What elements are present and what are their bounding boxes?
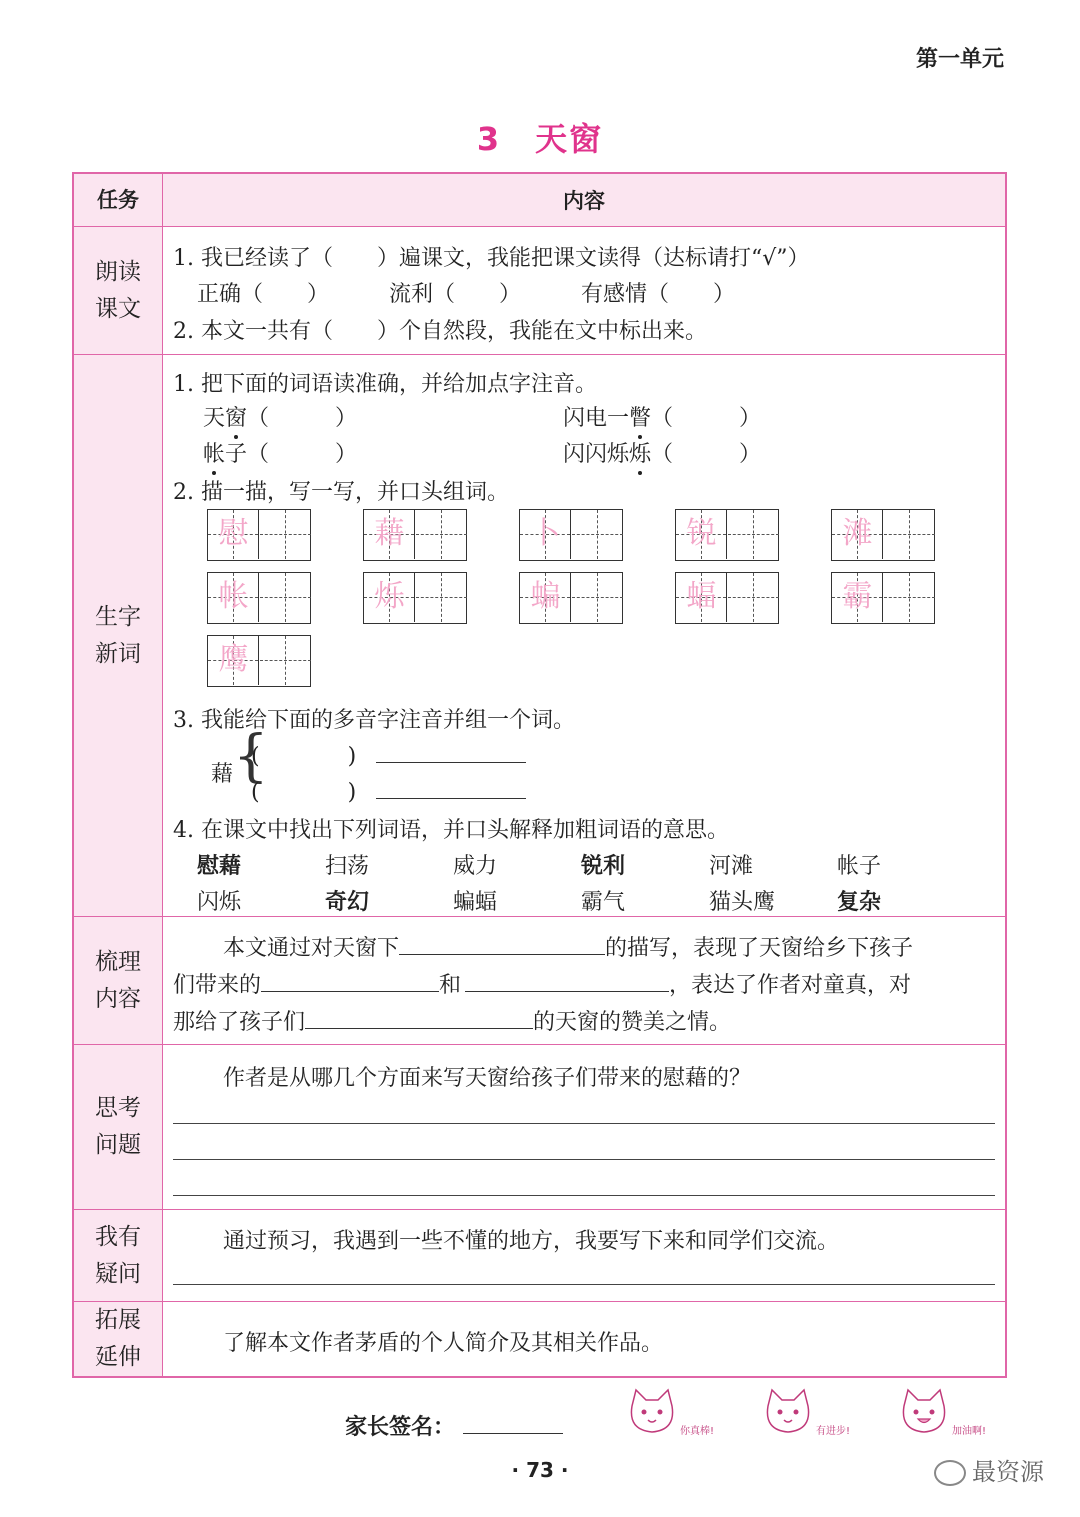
reading-feeling: 有感情（ ） bbox=[581, 282, 736, 307]
sticker-label-2: 有进步! bbox=[816, 1426, 851, 1437]
content-think bbox=[163, 1045, 1007, 1210]
cat-sticker-3 bbox=[894, 1384, 1004, 1444]
trace-char: 霸 bbox=[842, 579, 873, 614]
content-reading bbox=[163, 227, 1007, 355]
reading-fluent: 流利（ ） bbox=[389, 282, 522, 307]
summary-line-3: 那给了孩子们 的天窗的赞美之情。 bbox=[173, 1005, 731, 1036]
vocab-word: 帐子 bbox=[837, 854, 882, 879]
vocab-word: 锐利 bbox=[581, 854, 626, 879]
row-doubt bbox=[73, 1210, 1006, 1302]
poly-slot-1: ( ) bbox=[251, 739, 526, 770]
word-shandian: 闪电一瞥（ ） bbox=[563, 406, 762, 431]
vocab-word: 河滩 bbox=[709, 854, 754, 879]
think-question: 作者是从哪几个方面来写天窗给孩子们带来的慰藉的？ bbox=[223, 1066, 752, 1091]
task-extend: 拓展延伸 bbox=[73, 1302, 163, 1378]
table-header bbox=[73, 173, 1006, 227]
tracing-grid[interactable] bbox=[675, 572, 779, 624]
reading-line-3: 2. 本文一共有（ ）个自然段，我能在文中标出来。 bbox=[173, 319, 707, 344]
sticker-label-3: 加油啊! bbox=[952, 1426, 987, 1437]
trace-char: 帐 bbox=[218, 579, 249, 614]
content-summary bbox=[163, 917, 1007, 1045]
vocab-word: 闪烁 bbox=[197, 890, 242, 915]
trace-char: 锐 bbox=[686, 516, 717, 551]
task-doubt: 我有疑问 bbox=[73, 1210, 163, 1302]
cat-icon bbox=[894, 1384, 954, 1440]
trace-char: 鹰 bbox=[218, 642, 249, 677]
answer-line[interactable] bbox=[173, 1284, 995, 1285]
vocab-word: 威力 bbox=[453, 854, 498, 879]
extend-task-text: 了解本文作者茅盾的个人简介及其相关作品。 bbox=[223, 1331, 664, 1356]
lesson-title bbox=[0, 114, 1080, 160]
tracing-grid[interactable] bbox=[519, 509, 623, 561]
unit-label: 第一单元 bbox=[915, 47, 1004, 72]
lesson-name: 天窗 bbox=[535, 120, 604, 158]
answer-line[interactable] bbox=[173, 1195, 995, 1196]
vocab-word: 复杂 bbox=[837, 890, 882, 915]
reading-line-1: 1. 我已经读了（ ）遍课文，我能把课文读得（达标请打“√”） bbox=[173, 246, 810, 271]
content-doubt bbox=[163, 1210, 1007, 1302]
sticker-label-1: 你真棒! bbox=[680, 1426, 715, 1437]
task-think: 思考问题 bbox=[73, 1045, 163, 1210]
vocab-word: 霸气 bbox=[581, 890, 626, 915]
row-extend bbox=[73, 1302, 1006, 1378]
task-words: 生字新词 bbox=[73, 355, 163, 917]
words-q2: 2. 描一描，写一写，并口头组词。 bbox=[173, 480, 509, 505]
cat-sticker-1 bbox=[622, 1384, 732, 1444]
tracing-grid[interactable] bbox=[675, 509, 779, 561]
parent-signature bbox=[345, 1410, 563, 1441]
row-reading bbox=[73, 227, 1006, 355]
row-summary bbox=[73, 917, 1006, 1045]
content-extend bbox=[163, 1302, 1007, 1378]
words-q4: 4. 在课文中找出下列词语，并口头解释加粗词语的意思。 bbox=[173, 818, 729, 843]
tracing-grid[interactable] bbox=[207, 509, 311, 561]
task-reading: 朗读课文 bbox=[73, 227, 163, 355]
trace-char: 滩 bbox=[842, 516, 873, 551]
header-content: 内容 bbox=[163, 173, 1007, 227]
poly-slot-2: ( ) bbox=[251, 775, 526, 806]
tracing-grid[interactable] bbox=[207, 635, 311, 687]
tracing-grid[interactable] bbox=[363, 509, 467, 561]
trace-char: 烁 bbox=[374, 579, 405, 614]
cat-icon bbox=[758, 1384, 818, 1440]
row-words bbox=[73, 355, 1006, 917]
cat-sticker-2 bbox=[758, 1384, 868, 1444]
trace-char: 蝠 bbox=[686, 579, 717, 614]
sign-label: 家长签名： bbox=[345, 1415, 456, 1440]
vocab-word: 扫荡 bbox=[325, 854, 370, 879]
word-tianchuang: 天窗（ ） bbox=[203, 406, 358, 431]
poly-char: 藉 bbox=[211, 762, 234, 787]
trace-char: 藉 bbox=[374, 516, 405, 551]
vocab-word: 奇幻 bbox=[325, 890, 370, 915]
header-task: 任务 bbox=[73, 173, 163, 227]
lesson-number: 3 bbox=[476, 120, 502, 158]
tracing-grid[interactable] bbox=[207, 572, 311, 624]
page-number: · 73 · bbox=[511, 1458, 569, 1482]
reading-correct: 正确（ ） bbox=[197, 282, 330, 307]
trace-char: 卜 bbox=[530, 516, 561, 551]
summary-line-2: 们带来的 和 ，表达了作者对童真，对 bbox=[173, 968, 911, 999]
trace-char: 慰 bbox=[218, 516, 249, 551]
content-words bbox=[163, 355, 1007, 917]
words-q1: 1. 把下面的词语读准确，并给加点字注音。 bbox=[173, 372, 597, 397]
tracing-grid[interactable] bbox=[363, 572, 467, 624]
word-zhangzi: 帐子（ ） bbox=[203, 442, 358, 467]
answer-line[interactable] bbox=[173, 1159, 995, 1160]
doubt-question: 通过预习，我遇到一些不懂的地方，我要写下来和同学们交流。 bbox=[223, 1229, 840, 1254]
vocab-word: 慰藉 bbox=[197, 854, 242, 879]
cat-icon bbox=[622, 1384, 682, 1440]
tracing-grid[interactable] bbox=[519, 572, 623, 624]
words-q3: 3. 我能给下面的多音字注音并组一个词。 bbox=[173, 708, 575, 733]
answer-line[interactable] bbox=[173, 1123, 995, 1124]
vocab-word: 蝙蝠 bbox=[453, 890, 498, 915]
word-shanshuo: 闪闪烁烁（ ） bbox=[563, 442, 762, 467]
summary-line-1: 本文通过对天窗下 的描写，表现了天窗给乡下孩子 bbox=[223, 931, 913, 962]
brace-icon: { bbox=[233, 724, 269, 789]
wechat-icon bbox=[934, 1460, 966, 1486]
watermark: 最资源 bbox=[934, 1452, 1044, 1487]
tracing-grid[interactable] bbox=[831, 572, 935, 624]
vocab-word: 猫头鹰 bbox=[709, 890, 776, 915]
tracing-grid[interactable] bbox=[831, 509, 935, 561]
sign-blank[interactable] bbox=[463, 1411, 563, 1434]
task-summary: 梳理内容 bbox=[73, 917, 163, 1045]
row-think bbox=[73, 1045, 1006, 1210]
trace-char: 蝙 bbox=[530, 579, 561, 614]
preview-table bbox=[72, 172, 1007, 1378]
